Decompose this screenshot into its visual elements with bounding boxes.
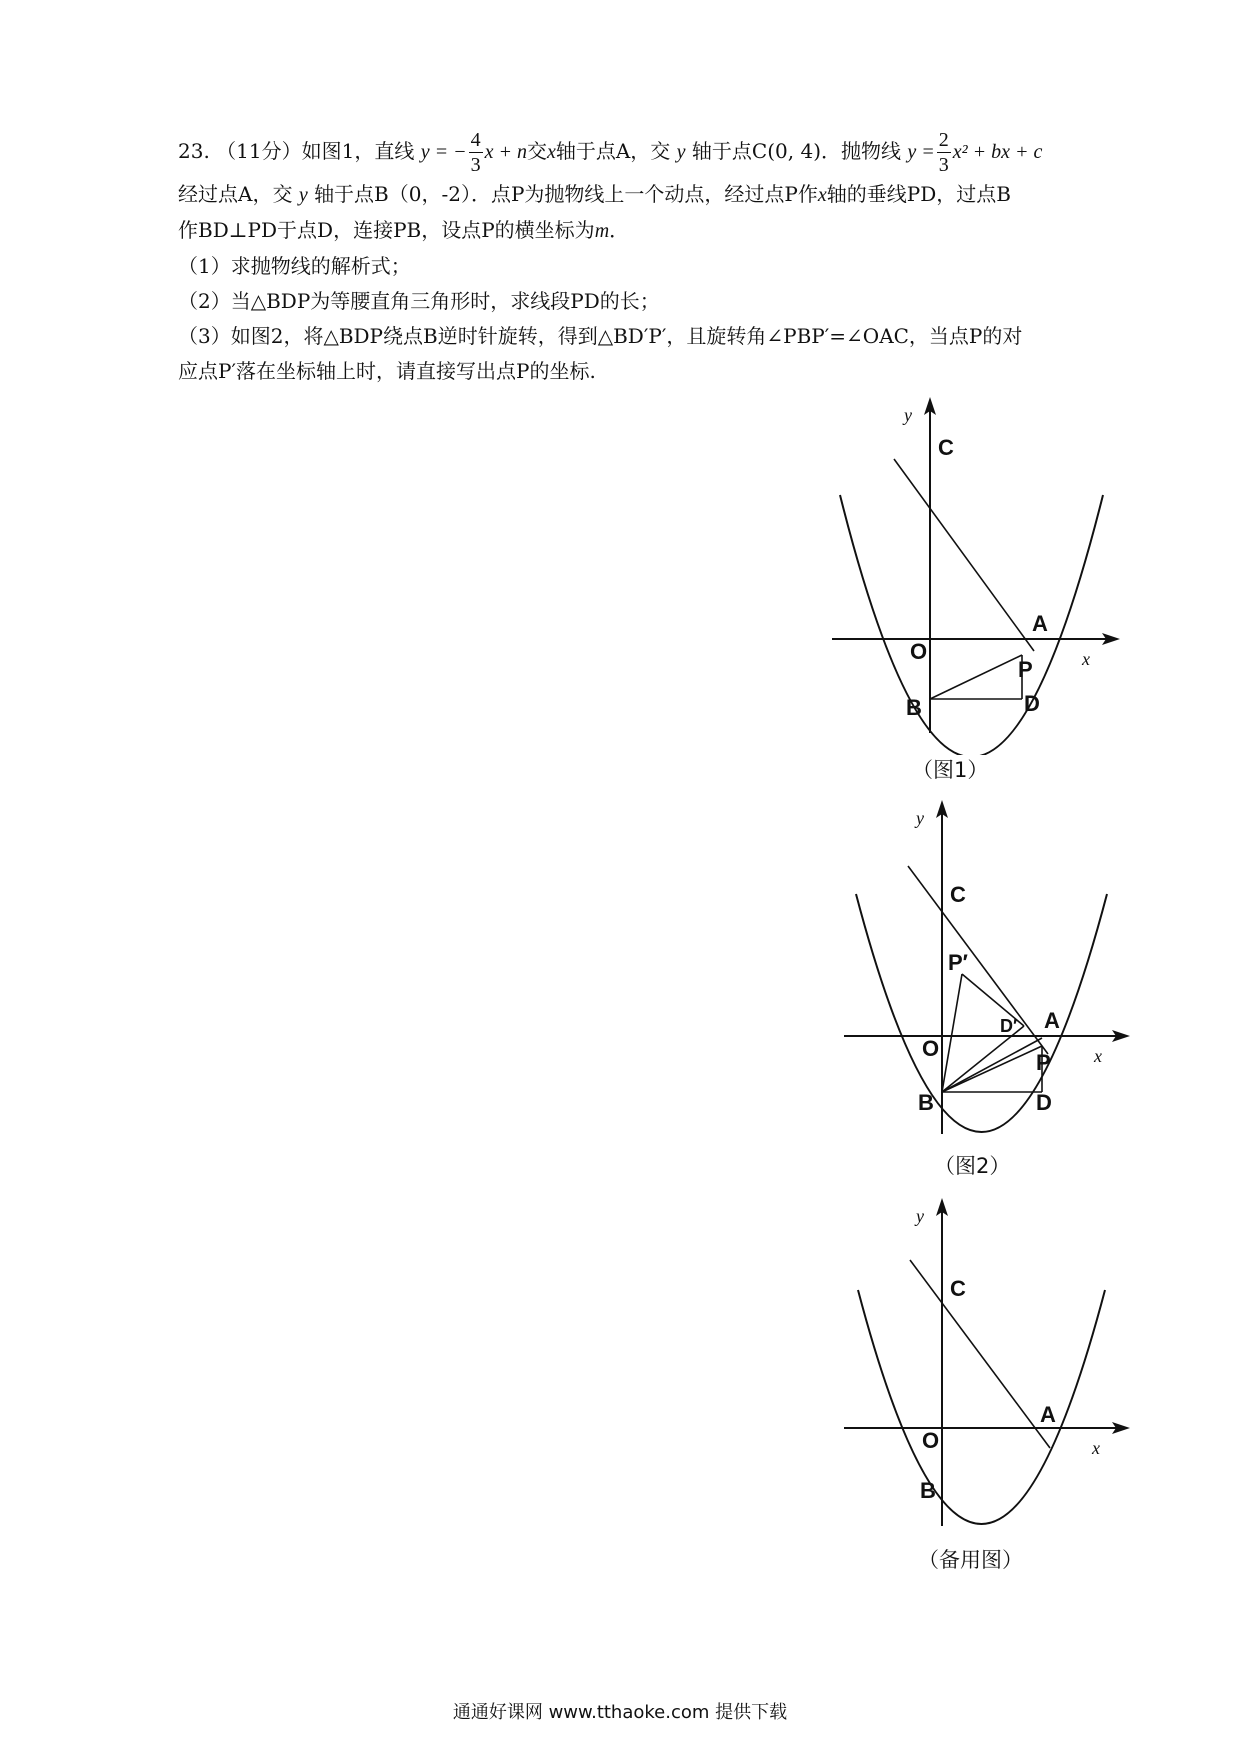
variable-y: y: [676, 141, 686, 163]
label-d: D: [1036, 1090, 1052, 1115]
figure-3: [830, 1196, 1150, 1536]
problem-number: 23.: [178, 139, 210, 163]
fraction-denominator: 3: [938, 154, 949, 176]
line-ac: [910, 1260, 1050, 1448]
fraction-4-3: [469, 128, 483, 177]
problem-text-segment: 轴的垂线PD，过点B: [826, 182, 1011, 206]
equation-parabola-rhs: x² + bx + c: [952, 141, 1043, 163]
problem-line-2: [178, 177, 1128, 213]
segment-bp: [930, 655, 1022, 699]
label-o: O: [922, 1036, 940, 1061]
label-c: C: [950, 1276, 966, 1301]
figure-3-diagram: [830, 1196, 1150, 1536]
label-c: C: [950, 882, 966, 907]
problem-text-segment: 轴于点A，交: [555, 139, 671, 163]
fraction-denominator: 3: [470, 154, 481, 176]
figure-2-caption: （图2）: [934, 1154, 1011, 1178]
question-3-line-2: 应点P′落在坐标轴上时，请直接写出点P的坐标.: [178, 359, 596, 383]
label-p: P: [1018, 657, 1033, 682]
footer-credit: 通通好课网 www.tthaoke.com 提供下载: [452, 1702, 788, 1723]
label-y: y: [916, 808, 924, 828]
figure-2: [830, 798, 1150, 1148]
figure-1-diagram: [820, 395, 1140, 755]
problem-text-segment: 交: [526, 139, 547, 163]
label-p-prime: P′: [948, 950, 968, 975]
parabola: [856, 894, 1107, 1132]
variable-m: m: [594, 220, 610, 242]
question-2: （2）当△BDP为等腰直角三角形时，求线段PD的长；: [178, 289, 660, 313]
segment-bp: [942, 1046, 1042, 1092]
label-x: x: [1094, 1046, 1102, 1066]
segment-b-to-a: [942, 1038, 1042, 1092]
figure-3-caption: （备用图）: [918, 1548, 1023, 1572]
line-ac: [908, 866, 1048, 1054]
problem-text-segment: 如图1，直线: [301, 139, 415, 163]
label-c: C: [938, 435, 954, 460]
problem-text-segment: 轴于点C(0, 4)．抛物线: [691, 139, 901, 163]
label-b: B: [918, 1090, 934, 1115]
problem-text-segment: ．: [609, 218, 630, 242]
problem-text-segment: 作BD⊥PD于点D，连接PB，设点P的横坐标为: [178, 218, 595, 242]
question-3-line-1: （3）如图2，将△BDP绕点B逆时针旋转，得到△BD′P′，且旋转角∠PBP′=∠OAC，当点P的对: [178, 324, 1023, 348]
label-b: B: [920, 1478, 936, 1503]
label-d: D: [1024, 691, 1040, 716]
segment-bp-prime: [942, 974, 962, 1092]
fraction-2-3: [937, 128, 951, 177]
equation-line-rhs: x + n: [484, 141, 527, 163]
label-y: y: [904, 405, 912, 425]
equation-line-lhs: y = −: [420, 141, 467, 163]
figure-1-caption: （图1）: [912, 758, 989, 782]
fraction-numerator: 2: [938, 129, 949, 151]
label-o: O: [910, 639, 928, 664]
fraction-numerator: 4: [470, 129, 481, 151]
label-x: x: [1092, 1438, 1100, 1458]
variable-x: x: [817, 184, 827, 206]
problem-score: （11分）: [216, 139, 302, 163]
parabola: [858, 1290, 1105, 1524]
problem-text: [178, 128, 1128, 389]
label-a: A: [1032, 611, 1048, 636]
label-b: B: [906, 695, 922, 720]
problem-line-1: [178, 128, 1128, 177]
parabola: [840, 495, 1103, 755]
line-ac: [894, 459, 1034, 651]
equation-parabola-lhs: y =: [907, 141, 935, 163]
variable-x: x: [546, 141, 556, 163]
variable-y: y: [298, 184, 308, 206]
label-d-prime: D′: [1000, 1016, 1018, 1036]
problem-text-segment: 经过点A，交: [178, 182, 293, 206]
label-x: x: [1082, 649, 1090, 669]
label-a: A: [1040, 1402, 1056, 1427]
label-p: P: [1036, 1050, 1051, 1075]
label-a: A: [1044, 1008, 1060, 1033]
problem-line-3: [178, 213, 1128, 249]
figure-2-diagram: [830, 798, 1150, 1148]
problem-text-segment: 轴于点B（0，-2）．点P为抛物线上一个动点，经过点P作: [314, 182, 818, 206]
label-o: O: [922, 1428, 940, 1453]
figure-1: [820, 395, 1140, 755]
question-1: （1）求抛物线的解析式；: [178, 254, 411, 278]
label-y: y: [916, 1206, 924, 1226]
